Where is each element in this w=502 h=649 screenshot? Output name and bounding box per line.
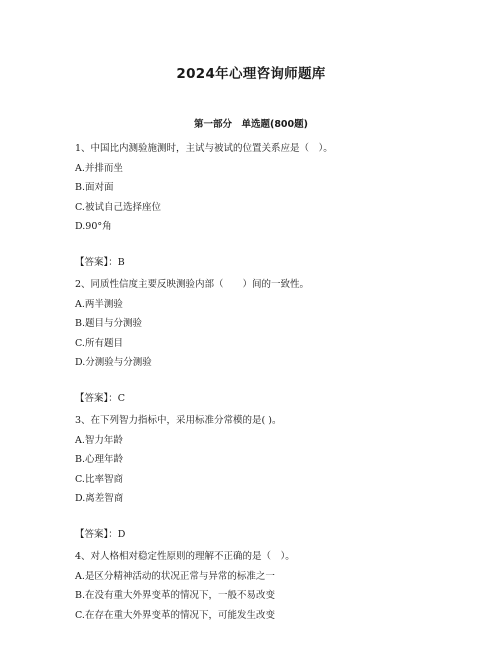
option-d: D.90°角 xyxy=(75,221,112,232)
option-b: B.在没有重大外界变革的情况下，一般不易改变 xyxy=(75,590,276,601)
answer-label: 【答案】：B xyxy=(75,256,125,268)
option-a: A.是区分精神活动的状况正常与异常的标准之一 xyxy=(75,570,275,582)
option-c: C.在存在重大外界变革的情况下，可能发生改变 xyxy=(75,609,275,621)
option-b: B.面对面 xyxy=(75,182,114,193)
option-d: D.离差智商 xyxy=(75,493,124,504)
question-stem: 4、对人格相对稳定性原则的理解不正确的是（ ）。 xyxy=(75,551,295,562)
option-b: B.心理年龄 xyxy=(75,454,124,465)
answer-label: 【答案】：C xyxy=(75,392,126,404)
option-a: A.两半测验 xyxy=(75,298,123,310)
option-c: C.所有题目 xyxy=(75,337,123,349)
option-b: B.题目与分测验 xyxy=(75,318,143,329)
option-c: C.比率智商 xyxy=(75,473,123,485)
question-list xyxy=(75,139,475,625)
question-block xyxy=(75,139,475,272)
question-stem: 2、同质性信度主要反映测验内部（ ）间的一致性。 xyxy=(75,279,310,290)
option-c: C.被试自己选择座位 xyxy=(75,201,161,213)
option-a: A.并排而坐 xyxy=(75,162,123,174)
question-stem: 3、在下列智力指标中，采用标准分常模的是( )。 xyxy=(75,415,282,426)
section-heading: 第一部分 单选题(800题) xyxy=(193,119,308,130)
option-a: A.智力年龄 xyxy=(75,434,123,446)
answer-label: 【答案】：D xyxy=(75,528,126,540)
question-stem: 1、中国比内测验施测时，主试与被试的位置关系应是（ ）。 xyxy=(75,143,333,154)
question-block xyxy=(75,275,475,408)
option-d: D.分测验与分测验 xyxy=(75,357,152,368)
question-block xyxy=(75,411,475,544)
question-block xyxy=(75,547,475,625)
document-title: 2024年心理咨询师题库 xyxy=(176,66,326,82)
